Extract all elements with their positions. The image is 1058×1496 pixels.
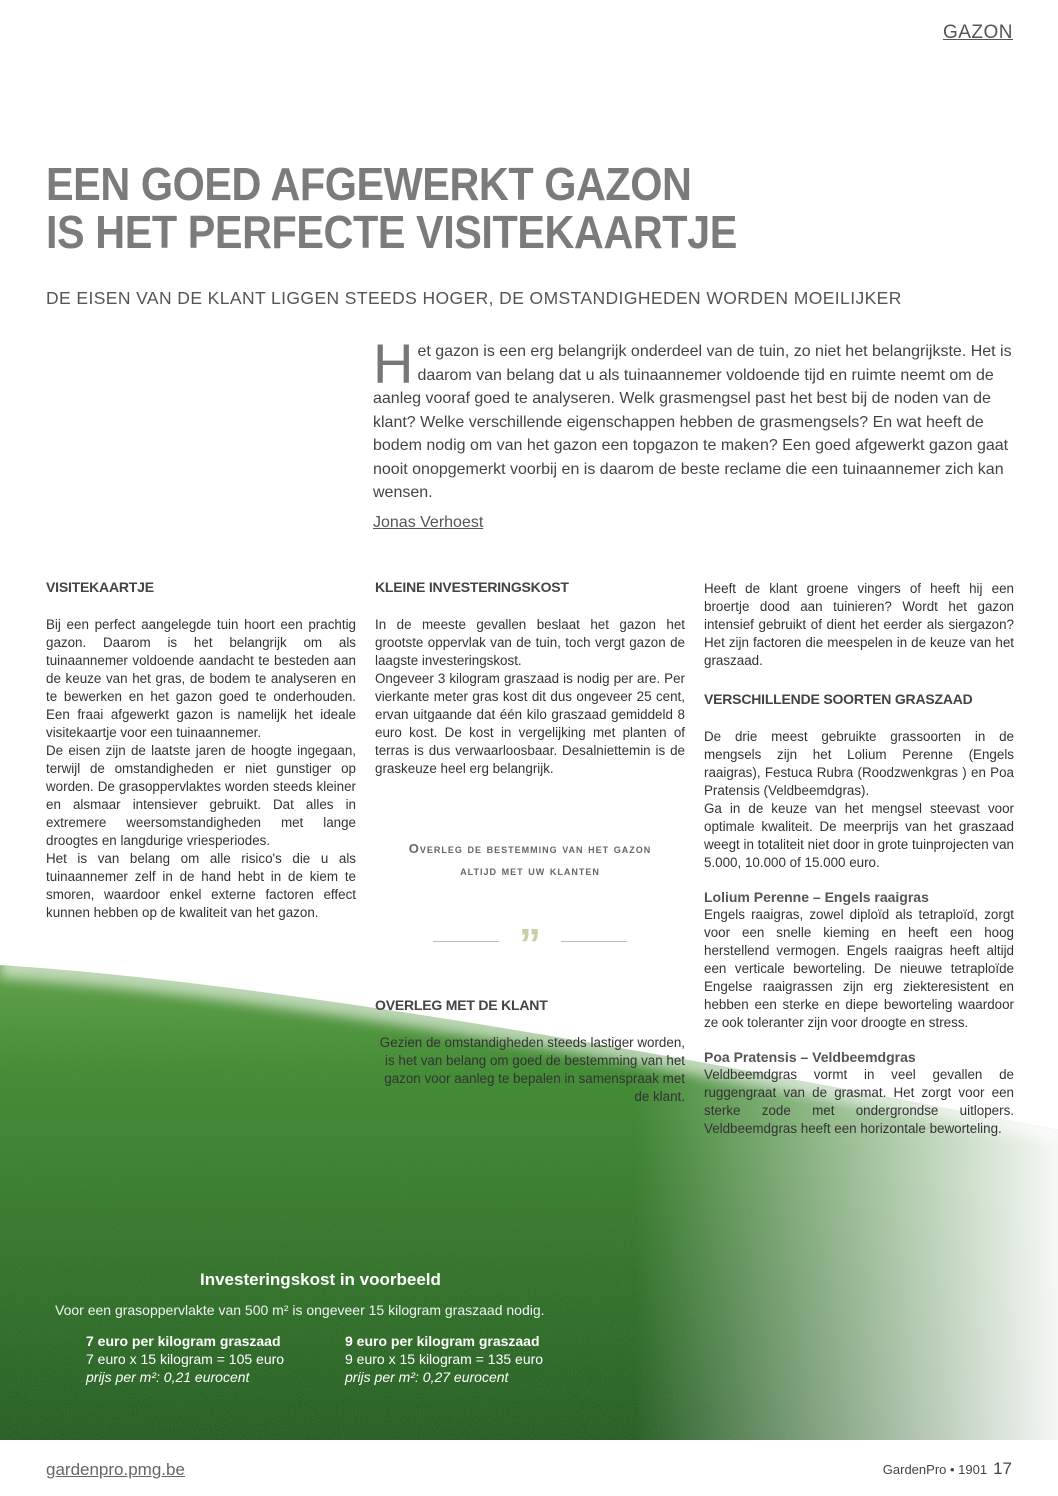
author-link[interactable]: Jonas Verhoest — [373, 514, 484, 531]
intro-text: et gazon is een erg belangrijk onderdeel van de tuin, zo niet het belangrijkste. Het is daarom van belang dat u als tuinaannemer voldoende tijd en ruimte neemt om de aanleg vooraf goed te analyseren. Welk grasmengsel past het best bij de noden van de klant? Welke verschillende eigenschappen hebben de grasmengsels? En wat heeft de bodem nodig om van het gazon een topgazon te maken? Een goed afgewerkt gazon gaat nooit onopgemerkt voorbij en is daarom de beste reclame die een tuinaannemer zich kan wensen. — [373, 343, 1012, 501]
paragraph: Heeft de klant groene vingers of heeft hij een broertje dood aan tuinieren? Wordt het gazon intensief gebruikt of dient het eerder als siergazon? Het zijn factoren die meespelen in de keuze van het graszaad. — [704, 581, 1014, 668]
option-price: prijs per m²: 0,21 eurocent — [86, 1369, 250, 1385]
paragraph: Gezien de omstandigheden steeds lastiger worden, is het van belang om goed de bestemming van het gazon voor aanleg te bepalen in samenspraak met de klant. — [379, 1035, 685, 1104]
paragraph: Bij een perfect aangelegde tuin hoort een prachtig gazon. Daarom is het belangrijk om als tuinaannemer voldoende aandacht te besteden aan de keuze van het gras, de bodem te analyseren en te bewerken en het gazon goed te onderhouden. Een fraai afgewerkt gazon is namelijk het ideale visitekaartje voor een tuinaannemer. — [46, 617, 356, 740]
paragraph: In de meeste gevallen beslaat het gazon het grootste oppervlak van de tuin, toch vergt gazon de laagste investeringskost. — [375, 617, 685, 668]
divider — [561, 941, 627, 942]
subtitle: DE EISEN VAN DE KLANT LIGGEN STEEDS HOGER, DE OMSTANDIGHEDEN WORDEN MOEILIJKER — [46, 288, 902, 308]
intro-paragraph — [373, 332, 1013, 505]
section-heading: KLEINE INVESTERINGSKOST — [375, 579, 569, 595]
option-heading: 7 euro per kilogram graszaad — [86, 1333, 281, 1349]
paragraph: De drie meest gebruikte grassoorten in de mengsels zijn het Lolium Perenne (Engels raaigras), Festuca Rubra (Roodzwenkgras ) en Poa Pratensis (Veldbeemdgras). — [704, 729, 1014, 798]
column-1 — [46, 578, 356, 922]
option-heading: 9 euro per kilogram graszaad — [345, 1333, 540, 1349]
section-heading: VERSCHILLENDE SOORTEN GRASZAAD — [704, 691, 973, 707]
footer-publication — [883, 1459, 1012, 1479]
paragraph: Engels raaigras, zowel diploïd als tetraploïd, zorgt voor een snelle kieming en heeft een hoog herstellend vermogen. Engels raaigras heeft altijd een verticale beworteling. De nieuwe tetraploïde Engelse raaigrassen zijn erg ziekteresistent en hebben een sterke en diepe beworteling waardoor ze ook toleranter zijn voor droogte en stress. — [704, 907, 1014, 1030]
paragraph: De eisen zijn de laatste jaren de hoogte ingegaan, terwijl de omstandigheden er niet gunstiger op worden. De grasoppervlaktes worden steeds kleiner en alsmaar intensiever gebruikt. Dat alles in extremere weersomstandigheden met lange droogtes en langdurige vriesperiodes. — [46, 743, 356, 848]
title-line: IS HET PERFECTE VISITEKAARTJE — [46, 206, 737, 258]
option-calc: 9 euro x 15 kilogram = 135 euro — [345, 1351, 544, 1367]
paragraph: Veldbeemdgras vormt in veel gevallen de ruggengraat van de grasmat. Het zorgt voor een sterke zode met ondergrondse uitlopers. Veldbeemdgras heeft een horizontale beworteling. — [704, 1067, 1014, 1136]
section-tag: GAZON — [942, 22, 1013, 43]
paragraph: Ongeveer 3 kilogram graszaad is nodig per are. Per vierkante meter gras kost dit dus ongeveer 25 cent, ervan uitgaande dat één kilo graszaad gemiddeld 8 euro kost. De kost in vergelijking met planten of terras is dus verwaarloosbaar. Desalniettemin is de graskeuze heel erg belangrijk. — [375, 671, 685, 776]
sub-heading: Poa Pratensis – Veldbeemdgras — [704, 1049, 916, 1065]
quote-ornament — [375, 920, 685, 969]
drop-cap: H — [373, 332, 414, 395]
page-number: 17 — [993, 1459, 1012, 1478]
pull-quote-line: altijd met uw klanten — [460, 863, 600, 878]
option-7-euro — [86, 1332, 284, 1386]
option-price: prijs per m²: 0,27 eurocent — [345, 1369, 509, 1385]
option-9-euro — [345, 1332, 543, 1386]
paragraph: Het is van belang om alle risico's die u als tuinaannemer zelf in de hand hebt in de kiem te smoren, waardoor enkel externe factoren effect kunnen hebben op de kwaliteit van het gazon. — [46, 851, 356, 920]
pull-quote-line: Overleg de bestemming van het gazon — [408, 841, 652, 856]
page-title — [46, 160, 737, 256]
column-3 — [704, 580, 1014, 1138]
publication-name: GardenPro • 1901 — [882, 1462, 988, 1477]
sub-heading: Lolium Perenne – Engels raaigras — [704, 889, 929, 905]
paragraph: Ga in de keuze van het mengsel steevast voor optimale kwaliteit. De meerprijs van het graszaad weegt in totaliteit niet door in grote tuinprojecten van 5.000, 10.000 of 15.000 euro. — [704, 801, 1014, 870]
quote-mark-icon: ” — [519, 920, 541, 969]
box-title: Investeringskost in voorbeeld — [200, 1270, 441, 1289]
section-heading: OVERLEG MET DE KLANT — [375, 997, 548, 1013]
title-line: EEN GOED AFGEWERKT GAZON — [46, 158, 692, 210]
footer-website-link[interactable]: gardenpro.pmg.be — [46, 1460, 185, 1479]
pull-quote — [375, 838, 685, 882]
section-heading: VISITEKAARTJE — [46, 579, 154, 595]
box-lead: Voor een grasoppervlakte van 500 m² is ongeveer 15 kilogram graszaad nodig. — [55, 1302, 545, 1318]
option-calc: 7 euro x 15 kilogram = 105 euro — [86, 1351, 285, 1367]
